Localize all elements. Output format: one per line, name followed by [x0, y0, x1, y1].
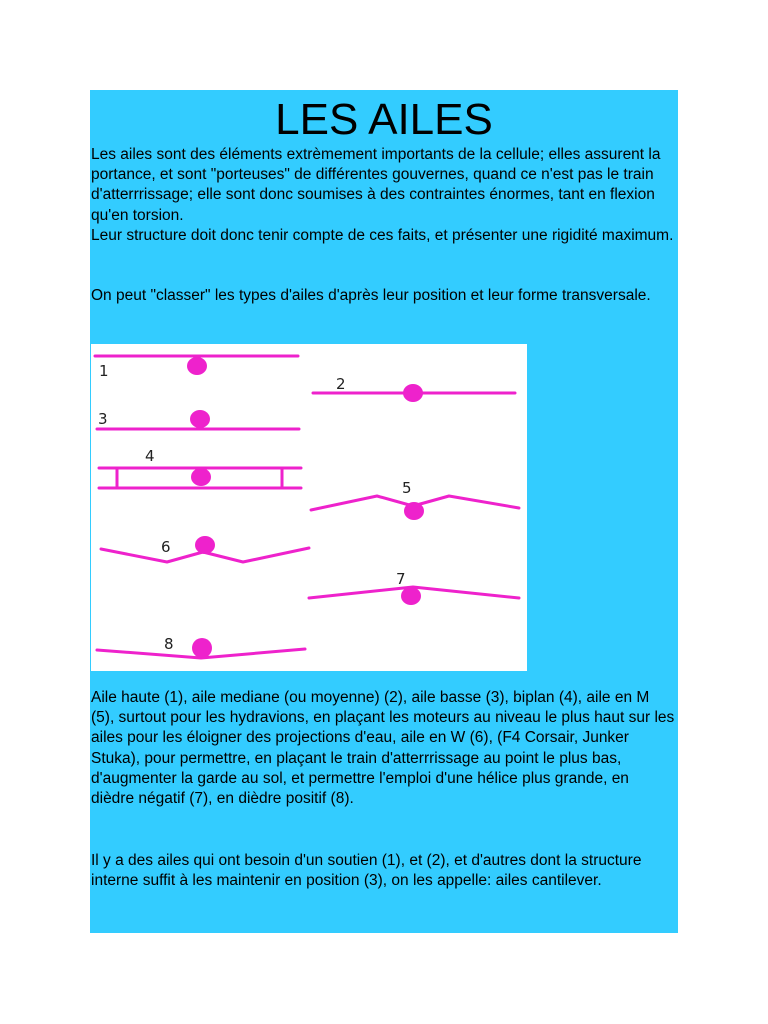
wing-type-6 [101, 536, 309, 562]
fuselage-circle [192, 638, 212, 658]
wing-label-4: 4 [145, 447, 155, 465]
wing-label-7: 7 [396, 570, 406, 588]
fuselage-circle [401, 587, 421, 605]
fuselage-circle [404, 502, 424, 520]
page-title: LES AILES [275, 95, 493, 144]
support-paragraph: Il y a des ailes qui ont besoin d'un soutien (1), et (2), et d'autres dont la structure interne suffit à les maintenir en position (3), on les appelle: ailes cantilever. [91, 852, 642, 890]
classification-paragraph: On peut "classer" les types d'ailes d'après leur position et leur forme transversale. [91, 287, 651, 304]
wing-label-6: 6 [161, 538, 171, 556]
wing-type-7 [309, 570, 519, 605]
fuselage-circle [190, 410, 210, 428]
wing-type-4 [99, 447, 301, 488]
wing-label-8: 8 [164, 635, 174, 653]
fuselage-circle [403, 384, 423, 402]
wing-type-2 [313, 375, 515, 402]
wing-type-3 [97, 410, 299, 429]
wing-type-8 [97, 635, 305, 658]
wing-label-2: 2 [336, 375, 346, 393]
fuselage-circle [195, 536, 215, 554]
wing-types-figure [91, 344, 527, 671]
wing-type-5 [311, 479, 519, 520]
intro-paragraph: Les ailes sont des éléments extrèmement importants de la cellule; elles assurent la portance, et sont "porteuses" de différentes gouvernes, quand ce n'est pas le train d'atterrrissage; elle sont donc soumises à des contraintes énormes, tant en flexion qu'en torsion. Leur structure doit donc tenir compte de ces faits, et présenter une rigidité maximum. [91, 146, 674, 244]
fuselage-circle [191, 468, 211, 486]
wing-label-3: 3 [98, 410, 108, 428]
wing-types-diagram [91, 344, 527, 671]
wing-label-5: 5 [402, 479, 412, 497]
wing-types-description: Aile haute (1), aile mediane (ou moyenne) (2), aile basse (3), biplan (4), aile en M (5), surtout pour les hydravions, en plaçant les moteurs au niveau le plus haut sur les ailes pour les éloigner des projections d'eau, aile en W (6), (F4 Corsair, Junker Stuka), pour permettre, en plaçant le train d'atterrrissage au point le plus bas, d'augmenter la garde au sol, et permettre l'emploi d'une hélice plus grande, en dièdre négatif (7), en dièdre positif (8). [91, 689, 675, 808]
content-panel [90, 90, 678, 933]
wing-type-1 [95, 356, 298, 380]
wing-label-1: 1 [99, 362, 109, 380]
fuselage-circle [187, 357, 207, 375]
